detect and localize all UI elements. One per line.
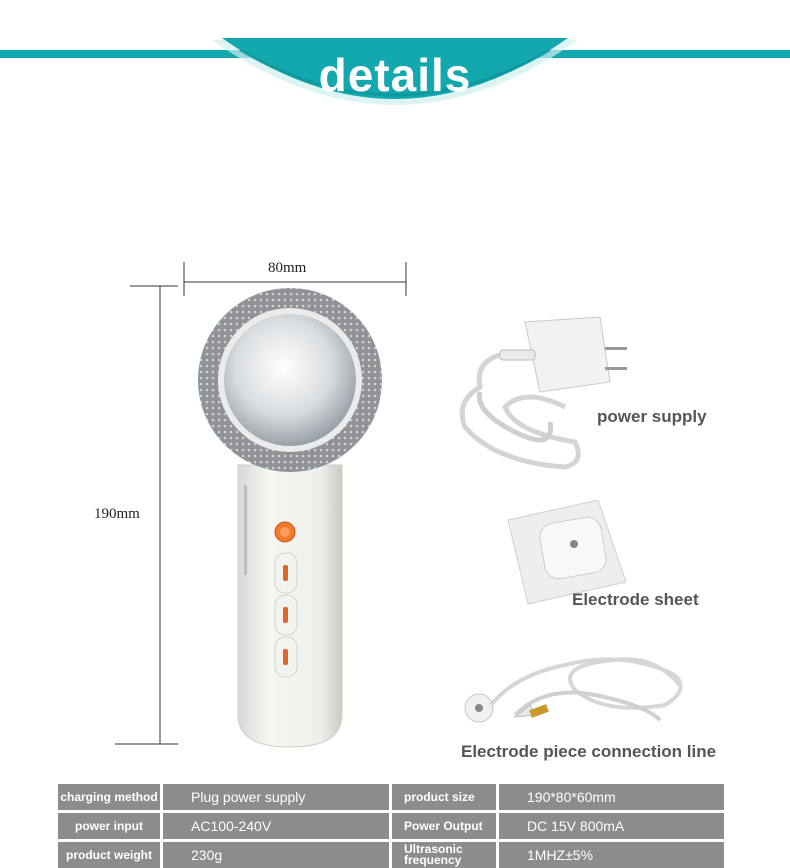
spec-key: power input: [58, 813, 160, 839]
spec-value: 230g: [163, 842, 389, 868]
power-adapter-icon: [455, 312, 645, 477]
spec-value: DC 15V 800mA: [499, 813, 724, 839]
accessory-label-power-supply: power supply: [597, 407, 707, 426]
table-row: [58, 784, 724, 810]
spec-value: 1MHZ±5%: [499, 842, 724, 868]
spec-key: product size: [392, 784, 496, 810]
table-row: [58, 813, 724, 839]
spec-key: Ultrasonic frequency: [392, 842, 496, 868]
table-row: [58, 842, 724, 868]
spec-value: Plug power supply: [163, 784, 389, 810]
spec-key: Power Output: [392, 813, 496, 839]
spec-value: AC100-240V: [163, 813, 389, 839]
device-image: [180, 285, 400, 755]
spec-value: 190*80*60mm: [499, 784, 724, 810]
width-dimension: 80mm: [268, 260, 307, 276]
spec-key: product weight: [58, 842, 160, 868]
spec-key: charging method: [58, 784, 160, 810]
cable-icon: [455, 645, 695, 735]
page-title: details: [318, 49, 472, 101]
accessory-label-connection-line: Electrode piece connection line: [461, 742, 717, 761]
height-dimension: 190mm: [94, 506, 140, 522]
accessory-label-electrode-sheet: Electrode sheet: [572, 590, 699, 609]
